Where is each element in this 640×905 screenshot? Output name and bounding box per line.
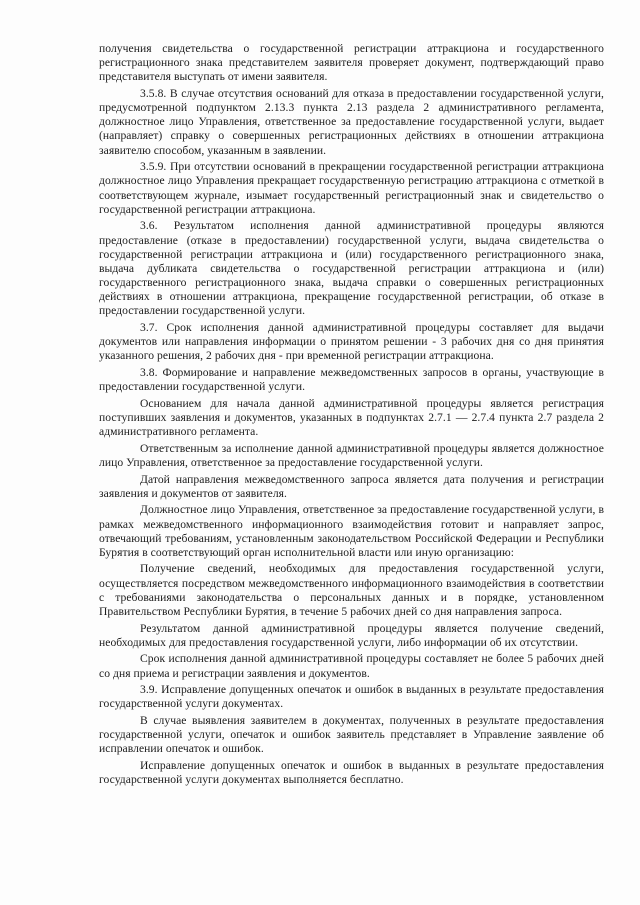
paragraph-8: Ответственным за исполнение данной административной процедуры является должностное лицо Управления, ответственное за предоставление государственной услуги. — [99, 441, 604, 469]
paragraph-4: 3.6. Результатом исполнения данной административной процедуры являются предоставление (отказе в предоставлении) государственной услуги, выдача свидетельства о государственной регистрации аттракциона и (или) государственного регистрационного знака, выдача дубликата свидетельства о государственной регистрации аттракциона и (или) государственного регистрационного знака, выдача справки о совершенных регистрационных действиях в отношении аттракциона, прекращение государственной регистрации, об отказе в предоставлении государственной услуги. — [99, 219, 604, 318]
paragraph-2: 3.5.8. В случае отсутствия оснований для отказа в предоставлении государственной услуги, предусмотренной подпунктом 2.13.3 пункта 2.13 раздела 2 административного регламента, должностное лицо Управления, ответственное за предоставление государственной услуги, выдает (направляет) справку о совершенных регистрационных действиях в отношении аттракциона заявителю способом, указанным в заявлении. — [99, 86, 604, 157]
paragraph-3: 3.5.9. При отсутствии оснований в прекращении государственной регистрации аттракциона должностное лицо Управления прекращает государственную регистрацию аттракциона с отметкой в соответствующем журнале, изымает государственный регистрационный знак и свидетельство о государственной регистрации аттракциона. — [99, 160, 604, 216]
paragraph-10: Должностное лицо Управления, ответственное за предоставление государственной услуги, в рамках межведомственного информационного взаимодействия готовит и направляет запрос, отвечающий требованиям, установленным законодательством Российской Федерации и Республики Бурятия в соответствующий орган исполнительной власти или иную организацию: — [99, 503, 604, 559]
paragraph-15: В случае выявления заявителем в документах, полученных в результате предоставления государственной услуги, опечаток и ошибок заявитель представляет в Управление заявление об исправлении опечаток и ошибок. — [99, 714, 604, 756]
paragraph-1: получения свидетельства о государственной регистрации аттракциона и государственного регистрационного знака представителем заявителя проверяет документ, подтверждающий право представителя выступать от имени заявителя. — [99, 42, 604, 84]
paragraph-16: Исправление допущенных опечаток и ошибок в выданных в результате предоставления государственной услуги документах выполняется бесплатно. — [99, 759, 604, 787]
paragraph-7: Основанием для начала данной административной процедуры является регистрация поступивших заявления и документов, указанных в подпунктах 2.7.1 — 2.7.4 пункта 2.7 раздела 2 административного регламента. — [99, 396, 604, 439]
paragraph-6: 3.8. Формирование и направление межведомственных запросов в органы, участвующие в предоставлении государственной услуги. — [99, 365, 604, 394]
paragraph-5: 3.7. Срок исполнения данной административной процедуры составляет для выдачи документов или направления информации о принятом решении - 3 рабочих дня со дня принятия указанного решения, 2 рабочих дня - при временной регистрации аттракциона. — [99, 320, 604, 363]
paragraph-11: Получение сведений, необходимых для предоставления государственной услуги, осуществляется посредством межведомственного информационного взаимодействия в соответствии с требованиями законодательства о персональных данных и в порядке, установленном Правительством Республики Бурятия, в течение 5 рабочих дней со дня направления запроса. — [99, 562, 604, 618]
document-body — [99, 42, 604, 787]
paragraph-13: Срок исполнения данной административной процедуры составляет не более 5 рабочих дней со дня приема и регистрации заявления и документов. — [99, 652, 604, 680]
paragraph-12: Результатом данной административной процедуры является получение сведений, необходимых для предоставления государственной услуги, либо информации об их отсутствии. — [99, 621, 604, 649]
paragraph-14: 3.9. Исправление допущенных опечаток и ошибок в выданных в результате предоставления государственной услуги документах. — [99, 683, 604, 711]
paragraph-9: Датой направления межведомственного запроса является дата получения и регистрации заявления и документов от заявителя. — [99, 472, 604, 500]
